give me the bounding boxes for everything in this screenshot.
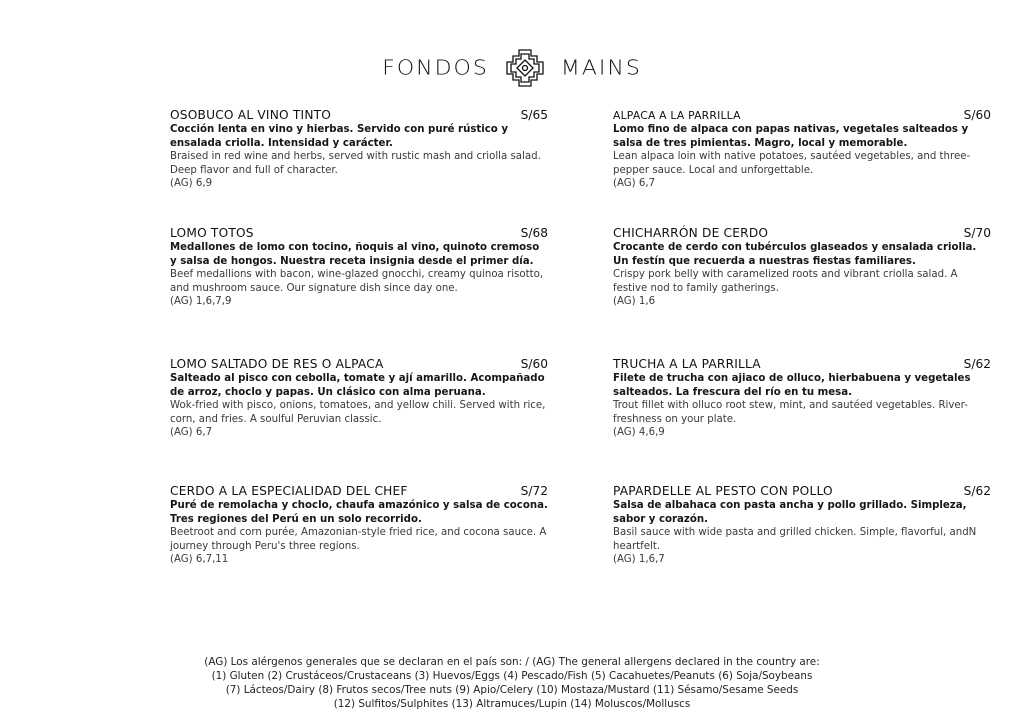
allergen-legend-line: (7) Lácteos/Dairy (8) Frutos secos/Tree nuts (9) Apio/Celery (10) Mostaza/Mustard (11) Sésamo/Sesame Seeds (225, 684, 799, 696)
allergen-legend-intro: (AG) Los alérgenos generales que se declaran en el país son: / (AG) The general allergens declared in the country are: (204, 656, 820, 668)
dish-heading (613, 484, 991, 499)
dish-name: ALPACA A LA PARRILLA (613, 109, 741, 122)
dish-description-en: Braised in red wine and herbs, served with rustic mash and criolla salad. Deep flavor and full of character. (170, 151, 541, 176)
dish-description-es: Cocción lenta en vino y hierbas. Servido con puré rústico y ensalada criolla. Intensidad y carácter. (170, 124, 508, 149)
dish-allergens: (AG) 4,6,9 (613, 427, 665, 439)
dish-heading (170, 484, 548, 499)
andean-chakana-icon (503, 48, 547, 88)
dish-item (613, 484, 991, 567)
dish-description-en: Basil sauce with wide pasta and grilled chicken. Simple, flavorful, andN heartfelt. (613, 527, 977, 552)
dish-heading (170, 108, 548, 123)
dish-description-es: Medallones de lomo con tocino, ñoquis al vino, quinoto cremoso y salsa de hongos. Nuestra receta insignia desde el primer día. (170, 242, 540, 267)
dish-heading (170, 357, 548, 372)
dish-description-en: Beef medallions with bacon, wine-glazed gnocchi, creamy quinoa risotto, and mushroom sauce. Our signature dish since day one. (170, 269, 544, 294)
dish-price: S/60 (963, 108, 991, 122)
dish-allergens: (AG) 1,6,7,9 (170, 296, 232, 308)
dish-allergens: (AG) 6,7 (170, 427, 213, 439)
dish-price: S/60 (520, 357, 548, 371)
menu-header (0, 48, 1024, 88)
dish-heading (170, 226, 548, 241)
dish-item (613, 357, 991, 440)
header-right-word: MAINS (560, 56, 642, 80)
dish-description-en: Lean alpaca loin with native potatoes, sautéed vegetables, and three-pepper sauce. Local and unforgettable. (613, 151, 971, 176)
dish-description-en: Crispy pork belly with caramelized roots and vibrant criolla salad. A festive nod to family gatherings. (613, 269, 958, 294)
allergen-legend-line: (12) Sulfitos/Sulphites (13) Altramuces/Lupin (14) Moluscos/Molluscs (333, 698, 691, 710)
dish-name: CERDO A LA ESPECIALIDAD DEL CHEF (170, 484, 408, 498)
dish-description-en: Wok-fried with pisco, onions, tomatoes, and yellow chili. Served with rice, corn, and fries. A soulful Peruvian classic. (170, 400, 546, 425)
dish-price: S/62 (963, 357, 991, 371)
dish-item (170, 108, 548, 191)
dish-price: S/65 (520, 108, 548, 122)
dish-description-en: Beetroot and corn purée, Amazonian-style fried rice, and cocona sauce. A journey through Peru's three regions. (170, 527, 547, 552)
dish-name: CHICHARRÓN DE CERDO (613, 226, 769, 240)
dish-item (170, 484, 548, 567)
dish-heading (613, 108, 991, 123)
dish-item (613, 226, 991, 309)
allergen-legend (0, 655, 1024, 711)
dish-price: S/62 (963, 484, 991, 498)
dish-allergens: (AG) 1,6 (613, 296, 656, 308)
dish-description-es: Salsa de albahaca con pasta ancha y pollo grillado. Simpleza, sabor y corazón. (613, 500, 967, 525)
dish-description-es: Puré de remolacha y choclo, chaufa amazónico y salsa de cocona. Tres regiones del Perú en un solo recorrido. (170, 500, 548, 525)
dish-price: S/70 (963, 226, 991, 240)
header-left-word: FONDOS (382, 56, 489, 80)
dish-description-en: Trout fillet with olluco root stew, mint, and sautéed vegetables. River-freshness on your plate. (613, 400, 968, 425)
dish-description-es: Lomo fino de alpaca con papas nativas, vegetales salteados y salsa de tres pimientas. Magro, local y memorable. (613, 124, 969, 149)
dish-allergens: (AG) 6,9 (170, 178, 213, 190)
dish-description-es: Crocante de cerdo con tubérculos glaseados y ensalada criolla. Un festín que recuerda a nuestras fiestas familiares. (613, 242, 977, 267)
dish-item (613, 108, 991, 191)
allergen-legend-line: (1) Gluten (2) Crustáceos/Crustaceans (3) Huevos/Eggs (4) Pescado/Fish (5) Cacahuetes/Peanuts (6) Soja/Soybeans (211, 670, 813, 682)
dish-description-es: Filete de trucha con ajiaco de olluco, hierbabuena y vegetales salteados. La frescura del río en tu mesa. (613, 373, 971, 398)
dish-item (170, 357, 548, 440)
dish-name: LOMO TOTOS (170, 226, 254, 240)
dish-price: S/68 (520, 226, 548, 240)
dish-name: LOMO SALTADO DE RES O ALPACA (170, 357, 384, 371)
dish-heading (613, 226, 991, 241)
dish-allergens: (AG) 1,6,7 (613, 554, 665, 566)
dish-name: TRUCHA A LA PARRILLA (613, 357, 761, 371)
dish-name: PAPARDELLE AL PESTO CON POLLO (613, 484, 833, 498)
dish-price: S/72 (520, 484, 548, 498)
dish-allergens: (AG) 6,7 (613, 178, 656, 190)
dish-description-es: Salteado al pisco con cebolla, tomate y ají amarillo. Acompañado de arroz, choclo y papas. Un clásico con alma peruana. (170, 373, 545, 398)
dish-name: OSOBUCO AL VINO TINTO (170, 108, 332, 122)
dish-heading (613, 357, 991, 372)
dish-allergens: (AG) 6,7,11 (170, 554, 229, 566)
dish-item (170, 226, 548, 309)
